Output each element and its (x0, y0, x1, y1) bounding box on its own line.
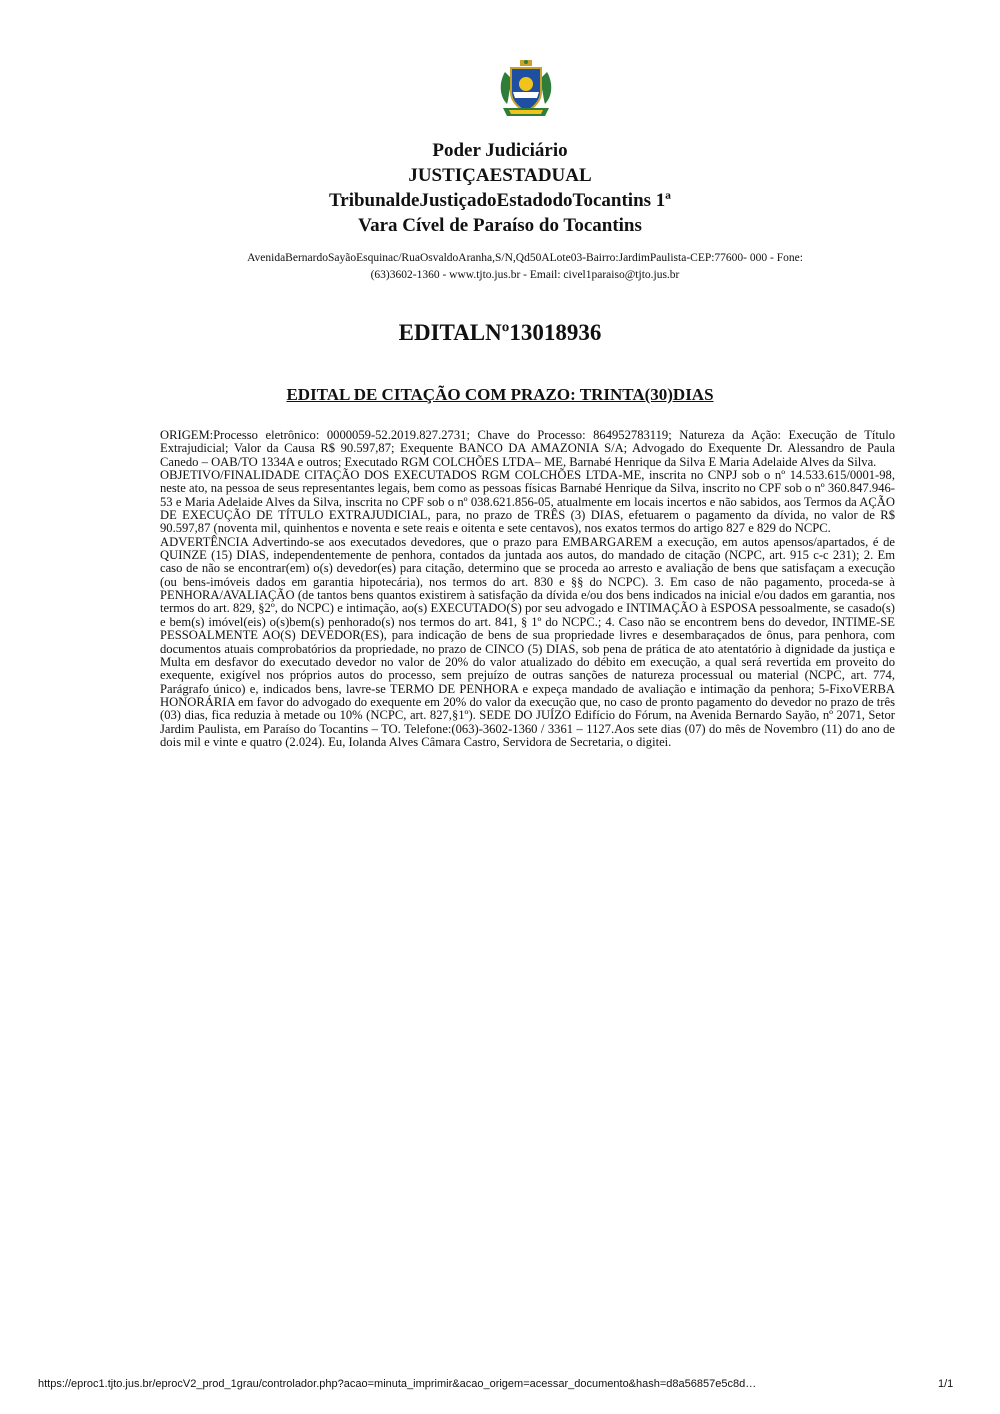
header-line-justica: JUSTIÇAESTADUAL (408, 165, 592, 186)
edital-body (160, 429, 895, 749)
address-line-1: AvenidaBernardoSayãoEsquinac/RuaOsvaldoAranha,S/N,Qd50ALote03-Bairro:JardimPaulista-CEP:77600- 000 - Fone: (247, 252, 803, 264)
paragraph-objetivo: OBJETIVO/FINALIDADE CITAÇÃO DOS EXECUTADOS RGM COLCHÕES LTDA-ME, inscrita no CNPJ sob o nº 14.533.615/0001-98, neste ato, na pessoa de seus representantes legais, bem como as pessoas físicas Barnabé Henrique da Silva, inscrito no CPF sob o nº 360.847.946-53 e Maria Adelaide Alves da Silva, inscrita no CPF sob o nº 038.621.856-05, atualmente em locais incertos e não sabidos, aos Termos da AÇÃO DE EXECUÇÃO DE TÍTULO EXTRAJUDICIAL, para, no prazo de TRÊS (3) DIAS, efetuarem o pagamento da dívida, no valor de R$ 90.597,87 (noventa mil, quinhentos e noventa e sete reais e oitenta e sete centavos), nos exatos termos do artigo 827 e 829 do NCPC. (160, 468, 895, 536)
header-line-vara: Vara Cível de Paraíso do Tocantins (358, 215, 642, 236)
address-line-2: (63)3602-1360 - www.tjto.jus.br - Email: civel1paraiso@tjto.jus.br (370, 269, 680, 281)
print-url: https://eproc1.tjto.jus.br/eprocV2_prod_1grau/controlador.php?acao=minuta_imprimir&acao_origem=acessar_documento&hash=d8a56857e5c8d… (38, 1378, 757, 1390)
tocantins-coat-of-arms-icon (497, 58, 555, 120)
edital-title: EDITAL DE CITAÇÃO COM PRAZO: TRINTA(30)DIAS (286, 385, 714, 404)
page-number: 1/1 (938, 1378, 954, 1390)
court-header (180, 138, 820, 238)
edital-number: EDITALNº13018936 (398, 320, 602, 345)
header-line-tribunal: TribunaldeJustiçadoEstadodoTocantins 1ª (329, 190, 671, 211)
paragraph-origem: ORIGEM:Processo eletrônico: 0000059-52.2019.827.2731; Chave do Processo: 864952783119; Natureza da Ação: Execução de Título Extrajudicial; Valor da Causa R$ 90.597,87; Exequente BANCO DA AMAZONIA S/A; Advogado do Exequente Dr. Alessandro de Paula Canedo – OAB/TO 1334A e outros; Executado RGM COLCHÕES LTDA– ME, Barnabé Henrique da Silva E Maria Adelaide Alves da Silva. (160, 428, 895, 469)
paragraph-advertencia: ADVERTÊNCIA Advertindo-se aos executados devedores, que o prazo para EMBARGAREM a execução, em autos apensos/apartados, é de QUINZE (15) DIAS, independentemente de penhora, contados da juntada aos autos, do mandado de citação (NCPC, art. 915 c-c 231); 2. Em caso de não se encontrar(em) o(s) devedor(es) para citação, determino que se proceda ao arresto e avaliação de bens que satisfaçam a execução (ou bens-imóveis dados em garantia hipotecária), nos termos do art. 830 e §§ do NCPC). 3. Em caso de não pagamento, proceda-se à PENHORA/AVALIAÇÃO (de tantos bens quantos existirem à satisfação da dívida e/ou dos bens indicados na inicial e/ou dados em garantia, nos termos do art. 829, §2º, do NCPC) e intimação, ao(s) EXECUTADO(S) por seu advogado e INTIMAÇÃO à ESPOSA pessoalmente, se casado(s) e bem(s) imóvel(eis) o(s)bem(s) penhorado(s) nos termos do art. 841, § 1º do NCPC.; 4. Caso não se encontrem bens do devedor, INTIME-SE PESSOALMENTE AO(S) DEVEDOR(ES), para indicação de bens de sua propriedade livres e desembaraçados de ônus, para penhora, com documentos atuais comprobatórios da propriedade, no prazo de CINCO (5) DIAS, sob pena de prática de ato atentatório à dignidade da justiça e Multa em desfavor do executado devedor no valor de 20% do valor atualizado do débito em execução, a qual será revertida em proveito do exequente, exigível nos próprios autos do processo, sem prejuízo de outras sanções de natureza processual ou material (NCPC, art. 774, Parágrafo único) e, indicados bens, lavre-se TERMO DE PENHORA e expeça mandado de avaliação e intimação da penhora; 5-FixoVERBA HONORÁRIA em favor do advogado do exequente em 20% do valor da execução que, no caso de pronto pagamento do devedor no prazo de três (03) dias, fica reduzia à metade ou 10% (NCPC, art. 827,§1º). SEDE DO JUÍZO Edifício do Fórum, na Avenida Bernardo Sayão, nº 2071, Setor Jardim Paulista, em Paraíso do Tocantins – TO. Telefone:(063)-3602-1360 / 3361 – 1127.Aos sete dias (07) do mês de Novembro (11) do ano de dois mil e vinte e quatro (2.024). Eu, Iolanda Alves Câmara Castro, Servidora de Secretaria, o digitei. (160, 534, 895, 749)
court-address (160, 250, 890, 284)
header-line-poder: Poder Judiciário (432, 140, 568, 161)
